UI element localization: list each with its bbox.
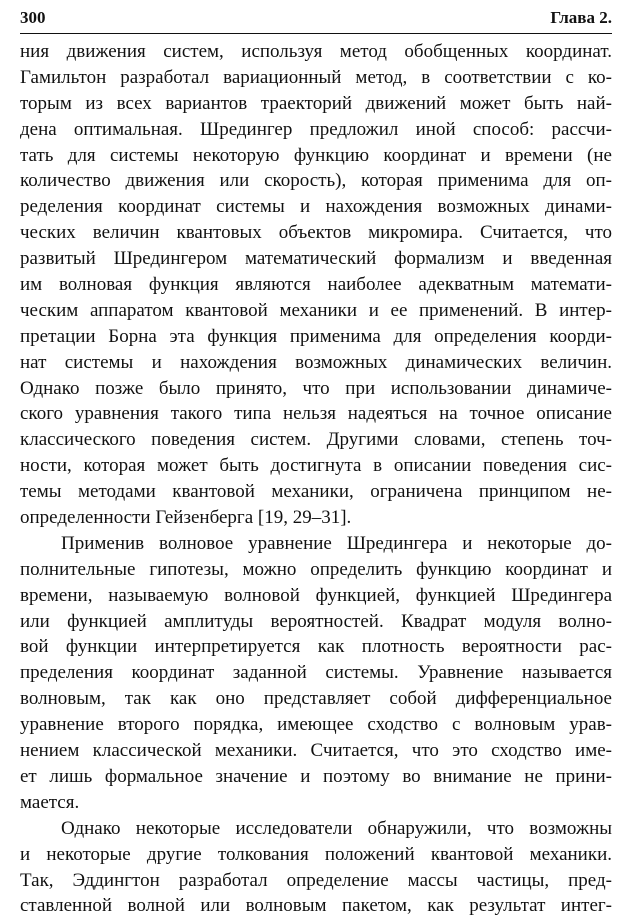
text-line: уравнение второго порядка, имеющее сходство с волновым урав- (20, 714, 612, 736)
text-line: Однако позже было принято, что при использовании динамиче- (20, 377, 612, 399)
text-line: ет лишь формальное значение и поэтому во внимание не прини- (20, 765, 612, 787)
text-line: полнительные гипотезы, можно определить функцию координат и (20, 558, 612, 580)
text-line: ского уравнения такого типа нельзя надеяться на точное описание (20, 403, 612, 425)
text-line: темы методами квантовой механики, ограничена принципом не- (20, 481, 612, 503)
text-line: времени, называемую волновой функцией, функцией Шредингера (20, 584, 612, 606)
text-line: нением классической механики. Считается, что это сходство име- (20, 740, 612, 762)
text-line: ческих величин квантовых объектов микромира. Считается, что (20, 222, 612, 244)
text-line: тать для системы некоторую функцию координат и времени (не (20, 144, 612, 166)
text-line: волновым, так как оно представляет собой дифференциальное (20, 688, 612, 710)
text-line: ния движения систем, используя метод обобщенных координат. (20, 41, 612, 62)
text-line: им волновая функция являются наиболее адекватным математи- (20, 274, 612, 296)
text-line: ставленной волной или волновым пакетом, как результат интег- (20, 895, 612, 917)
text-line: торым из всех вариантов траекторий движений может быть най- (20, 92, 612, 114)
text-line: развитый Шредингером математический формализм и введенная (20, 248, 612, 270)
chapter-title: Глава 2. (550, 8, 612, 27)
text-line: или функцией амплитуды вероятностей. Квадрат модуля волно- (20, 610, 612, 632)
text-line: вой функции интерпретируется как плотность вероятности рас- (20, 636, 612, 658)
text-line: Применив волновое уравнение Шредингера и некоторые до- (61, 532, 612, 554)
page-header (20, 8, 612, 32)
text-line: пределения координат заданной системы. Уравнение называется (20, 662, 612, 684)
text-line: Так, Эддингтон разработал определение массы частицы, пред- (20, 869, 612, 891)
text-line: мается. (20, 791, 80, 813)
body-text (20, 39, 612, 919)
header-rule (20, 33, 612, 34)
text-line: определенности Гейзенберга [19, 29–31]. (20, 507, 352, 529)
text-line: Однако некоторые исследователи обнаружили, что возможны (61, 817, 612, 839)
text-line: ределения координат системы и нахождения возможных динами- (20, 196, 612, 218)
page-number: 300 (20, 8, 46, 27)
text-line: ности, которая может быть достигнута в описании поведения сис- (20, 455, 612, 477)
text-line: и некоторые другие толкования положений квантовой механики. (20, 843, 612, 865)
text-line: количество движения или скорость), которая применима для оп- (20, 170, 612, 192)
text-line: Гамильтон разработал вариационный метод, в соответствии с ко- (20, 66, 612, 88)
text-line: претации Борна эта функция применима для определения коорди- (20, 325, 612, 347)
text-line: дена оптимальная. Шредингер предложил иной способ: рассчи- (20, 118, 612, 140)
text-line: ческим аппаратом квантовой механики и ее применений. В интер- (20, 299, 612, 321)
text-line: нат системы и нахождения возможных динамических величин. (20, 351, 612, 373)
text-line: классического поведения систем. Другими словами, степень точ- (20, 429, 612, 451)
